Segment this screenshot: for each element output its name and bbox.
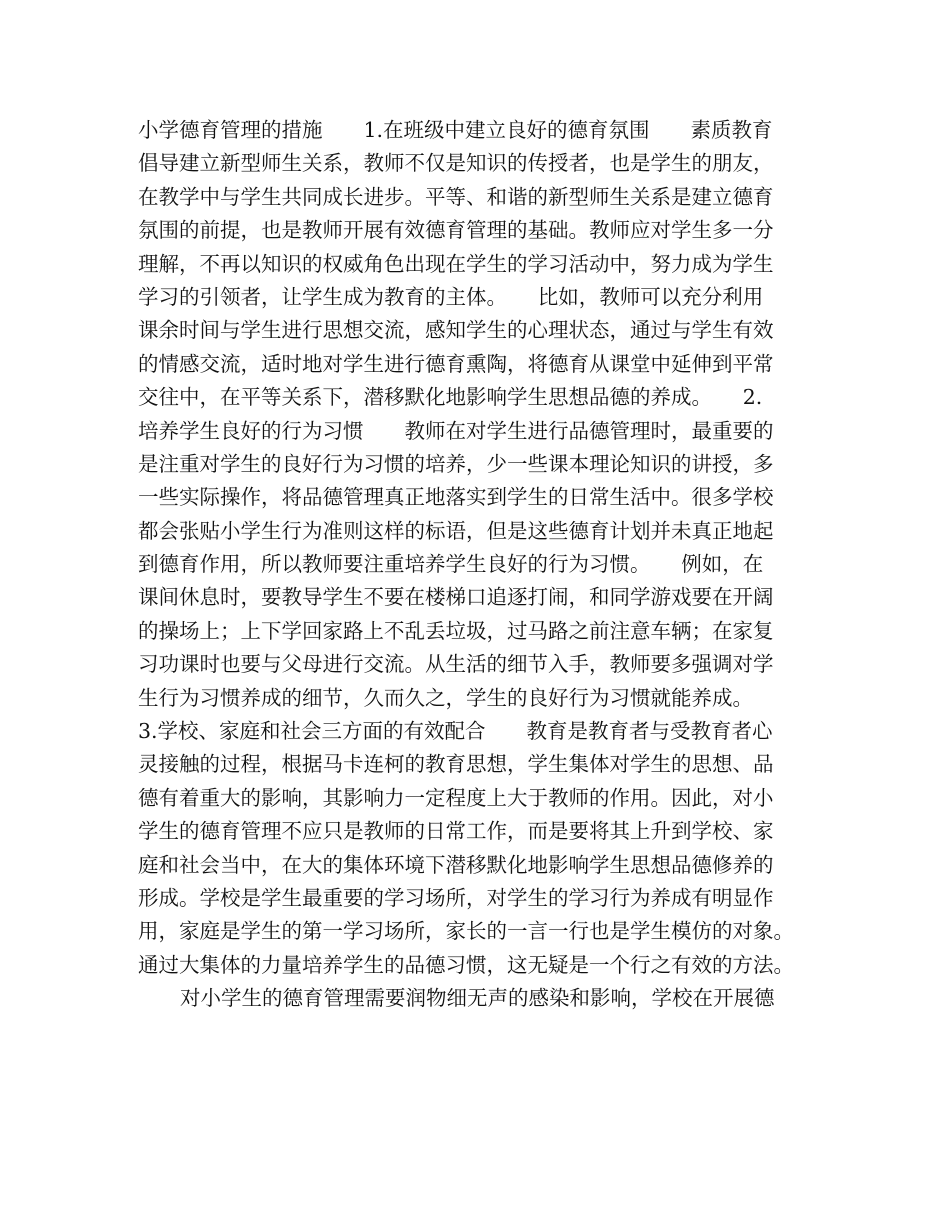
text-line: 学生的德育管理不应只是教师的日常工作，而是要将其上升到学校、家: [138, 819, 774, 844]
text-line: 的情感交流，适时地对学生进行德育熏陶，将德育从课堂中延伸到平常: [138, 351, 774, 376]
text-line: 德有着重大的影响，其影响力一定程度上大于教师的作用。因此，对小: [138, 785, 774, 810]
text-line: 生行为习惯养成的细节，久而久之，学生的良好行为习惯就能养成。: [138, 685, 753, 710]
text-line: 倡导建立新型师生关系，教师不仅是知识的传授者，也是学生的朋友，: [138, 151, 774, 176]
text-line: 一些实际操作，将品德管理真正地落实到学生的日常生活中。很多学校: [138, 485, 774, 510]
text-line: 在教学中与学生共同成长进步。平等、和谐的新型师生关系是建立德育: [138, 184, 774, 209]
text-line: 是注重对学生的良好行为习惯的培养，少一些课本理论知识的讲授，多: [138, 451, 774, 476]
text-line: 理解，不再以知识的权威角色出现在学生的学习活动中，努力成为学生: [138, 251, 774, 276]
text-line: 3.学校、家庭和社会三方面的有效配合 教育是教育者与受教育者心: [138, 719, 773, 744]
text-line: 交往中，在平等关系下，潜移默化地影响学生思想品德的养成。 2.: [138, 385, 763, 410]
text-line: 对小学生的德育管理需要润物细无声的感染和影响，学校在开展德: [180, 986, 775, 1011]
text-line: 通过大集体的力量培养学生的品德习惯，这无疑是一个行之有效的方法。: [138, 952, 794, 977]
text-line: 用，家庭是学生的第一学习场所，家长的一言一行也是学生模仿的对象。: [138, 919, 794, 944]
text-line: 课间休息时，要教导学生不要在楼梯口追逐打闹，和同学游戏要在开阔: [138, 585, 774, 610]
text-line: 灵接触的过程，根据马卡连柯的教育思想，学生集体对学生的思想、品: [138, 752, 774, 777]
text-line: 形成。学校是学生最重要的学习场所，对学生的学习行为养成有明显作: [138, 885, 774, 910]
text-line: 的操场上；上下学回家路上不乱丢垃圾，过马路之前注意车辆；在家复: [138, 618, 774, 643]
text-line: 习功课时也要与父母进行交流。从生活的细节入手，教师要多强调对学: [138, 652, 774, 677]
text-line: 都会张贴小学生行为准则这样的标语，但是这些德育计划并未真正地起: [138, 518, 774, 543]
text-line: 课余时间与学生进行思想交流，感知学生的心理状态，通过与学生有效: [138, 318, 774, 343]
text-line: 学习的引领者，让学生成为教育的主体。 比如，教师可以充分利用: [138, 284, 764, 309]
text-line: 庭和社会当中，在大的集体环境下潜移默化地影响学生思想品德修养的: [138, 852, 774, 877]
text-line: 培养学生良好的行为习惯 教师在对学生进行品德管理时，最重要的: [138, 418, 774, 443]
text-line: 小学德育管理的措施 1.在班级中建立良好的德育氛围 素质教育: [138, 118, 773, 142]
text-line: 到德育作用，所以教师要注重培养学生良好的行为习惯。 例如，在: [138, 552, 764, 577]
text-line: 氛围的前提，也是教师开展有效德育管理的基础。教师应对学生多一分: [138, 218, 774, 243]
body-text: [138, 114, 838, 1016]
